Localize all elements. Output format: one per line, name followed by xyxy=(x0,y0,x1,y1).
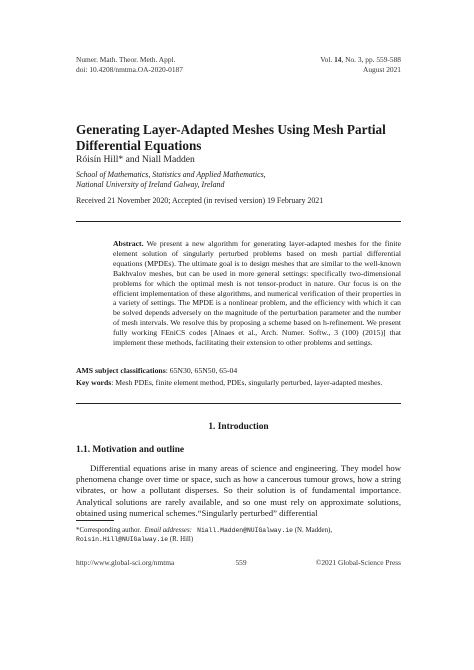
ams-classifications: AMS subject classifications: 65N30, 65N50, 65-04 xyxy=(76,366,238,375)
journal-header-left xyxy=(76,55,183,75)
intro-paragraph: Differential equations arise in many areas of science and engineering. They model how phenomena change over time or space, such as how a cancerous tumour grows, how a string vibrates, or how a pollutant disperses. So their solution is of fundamental importance. Analytical solutions are rarely available, and so one must rely on approximate solutions, obtained using numerical schemes.“Singularly perturbed” differential xyxy=(76,463,401,518)
email-madden[interactable]: Niall.Madden@NUIGalway.ie xyxy=(197,527,293,534)
authors: Róisín Hill* and Niall Madden xyxy=(76,154,195,165)
divider-bottom xyxy=(76,403,401,404)
abstract-label: Abstract. xyxy=(113,239,144,248)
abstract-text: We present a new algorithm for generating layer-adapted meshes for the finite element solution of singularly perturbed problems based on mesh partial differential equations (MPDEs). The ultimate goal is to design meshes that are similar to the well-known Bakhvalov meshes, but can be used in more general settings: specifically two-dimensional problems for which the optimal mesh is not tensor-product in nature. Our focus is on the efficient implementation of these algorithms, and numerical verification of their properties in a variety of settings. The MPDE is a nonlinear problem, and the efficiency with which it can be solved depends adversely on the magnitude of the perturbation parameter and the number of mesh intervals. We resolve this by proposing a scheme based on h-refinement. We present fully working FEniCS codes [Alnaes et al., Arch. Numer. Softw., 3 (100) (2015)] that implement these methods, facilitating their extension to other problems and settings. xyxy=(113,239,401,348)
affiliation: School of Mathematics, Statistics and Applied Mathematics, National University of Ireland Galway, Ireland xyxy=(76,170,266,189)
page-number: 559 xyxy=(235,558,247,567)
volume-info: Vol. 14, No. 3, pp. 559-588 xyxy=(320,55,401,64)
section-heading: 1. Introduction xyxy=(208,422,269,432)
journal-name: Numer. Math. Theor. Meth. Appl. xyxy=(76,55,176,64)
footnote: *Corresponding author. Email addresses: Niall.Madden@NUIGalway.ie (N. Madden), Roisin.Hill@NUIGalway.ie (R. Hill) xyxy=(76,527,333,544)
received-dates: Received 21 November 2020; Accepted (in revised version) 19 February 2021 xyxy=(76,196,324,205)
abstract xyxy=(113,239,401,348)
doi: doi: 10.4208/nmtma.OA-2020-0187 xyxy=(76,65,183,74)
key-words: Key words: Mesh PDEs, finite element method, PDEs, singularly perturbed, layer-adapted meshes. xyxy=(76,378,383,387)
email-hill[interactable]: Roisin.Hill@NUIGalway.ie xyxy=(76,536,169,544)
footer-url[interactable]: http://www.global-sci.org/nmtma xyxy=(76,558,175,567)
copyright: ©2021 Global-Science Press xyxy=(315,558,401,567)
journal-header-right xyxy=(250,55,401,75)
paper-title: Generating Layer-Adapted Meshes Using Mesh Partial Differential Equations xyxy=(76,122,386,153)
subsection-heading: 1.1. Motivation and outline xyxy=(76,445,185,455)
footnote-rule xyxy=(76,520,114,521)
issue-date: August 2021 xyxy=(363,65,401,74)
divider-top xyxy=(76,221,401,222)
